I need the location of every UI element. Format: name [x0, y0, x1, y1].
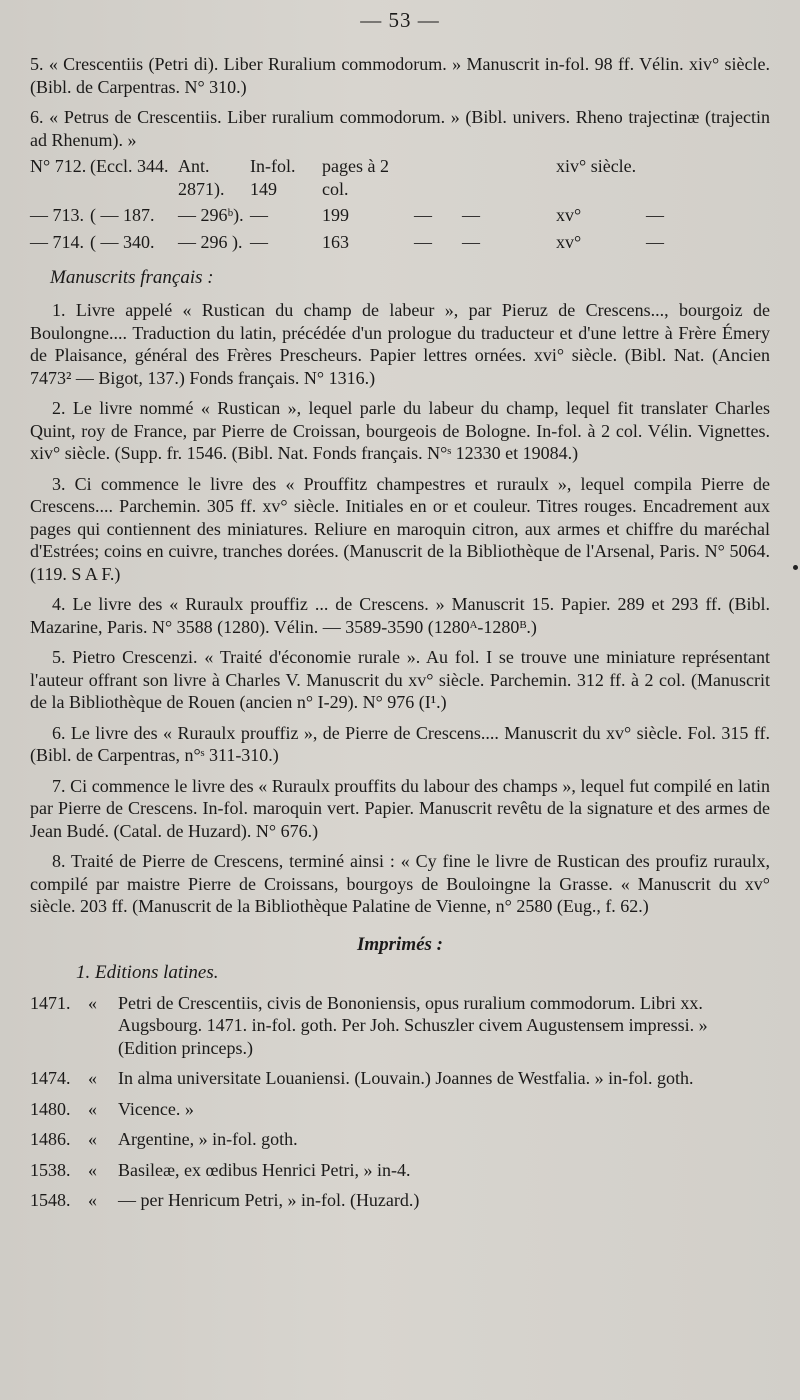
- rheno-manuscript-table: [30, 155, 770, 253]
- manuscript-cell: 163: [322, 231, 349, 252]
- manuscript-cell: — 296 ).: [178, 231, 243, 252]
- manuscript-cell: —: [462, 205, 480, 225]
- manuscript-cell: xv°: [556, 205, 582, 225]
- edition-text: In alma universitate Louaniensi. (Louvain.) Joannes de Westfalia. » in-fol. goth.: [118, 1068, 694, 1088]
- manuscript-row: [30, 231, 770, 254]
- manuscript-cell: In-fol. 149: [250, 156, 296, 199]
- edition-quote-mark: «: [88, 1098, 97, 1119]
- edition-text: Vicence. »: [118, 1098, 194, 1119]
- ink-speck: [793, 565, 798, 570]
- french-ms-entry: 8. Traité de Pierre de Crescens, terminé ainsi : « Cy fine le livre de Rustican des proufiz ruraulx, compilé par maistre Pierre de Croissans, bourgoys de Bouloingne la Grasse. « Manuscrit du xv° siècle. 203 ff. (Manuscrit de la Bibliothèque Palatine de Vienne, n° 2580 (Eug., f. 62.): [30, 851, 770, 916]
- manuscript-cell: [646, 155, 674, 200]
- manuscript-cell: — 714.: [30, 231, 84, 252]
- edition-quote-mark: «: [88, 992, 97, 1013]
- manuscript-cell: Ant. 2871).: [178, 156, 225, 199]
- manuscript-cell: —: [414, 231, 432, 252]
- french-manuscripts-list: [30, 299, 770, 918]
- manuscript-cell: [506, 204, 556, 227]
- edition-row: [30, 1189, 770, 1212]
- manuscript-cell: —: [462, 231, 480, 252]
- edition-year: 1480.: [30, 1098, 71, 1119]
- french-ms-entry: 5. Pietro Crescenzi. « Traité d'économie rurale ». Au fol. I se trouve une miniature représentant l'auteur offrant son livre à Charles V. Manuscrit du xv° siècle. Parchemin. 312 ff. à 2 col. (Manuscrit de la Bibliothèque de Rouen (ancien n° I-29). N° 976 (I¹.): [30, 647, 770, 712]
- manuscript-cell: —: [646, 205, 664, 225]
- french-ms-entry: 2. Le livre nommé « Rustican », lequel parle du labeur du champ, lequel fit translater Charles Quint, roy de France, par Pierre de Croissan, bourgeois de Bologne. In-fol. à 2 col. Vélin. Vignettes. xiv° siècle. (Supp. fr. 1546. (Bibl. Nat. Fonds français. N°ˢ 12330 et 19084.): [30, 398, 770, 463]
- edition-row: [30, 992, 770, 1060]
- manuscript-cell: 199: [322, 205, 349, 225]
- edition-row: [30, 1159, 770, 1182]
- manuscript-cell: xv°: [556, 231, 582, 252]
- edition-quote-mark: «: [88, 1068, 97, 1088]
- edition-year: 1548.: [30, 1190, 71, 1210]
- manuscript-cell: — 713.: [30, 205, 84, 225]
- manuscript-cell: ( — 187.: [90, 205, 155, 225]
- manuscript-cell: [414, 155, 462, 200]
- french-ms-entry: 4. Le livre des « Ruraulx prouffiz ... de Crescens. » Manuscrit 15. Papier. 289 et 293 ff. (Bibl. Mazarine, Paris. N° 3588 (1280). Vélin. — 3589-3590 (1280ᴬ-1280ᴮ.): [30, 594, 770, 637]
- edition-row: [30, 1128, 770, 1151]
- edition-year: 1471.: [30, 992, 71, 1013]
- manuscript-cell: —: [646, 231, 664, 252]
- edition-year: 1486.: [30, 1129, 71, 1149]
- manuscript-cell: — 296ᵇ).: [178, 205, 244, 225]
- edition-year: 1474.: [30, 1068, 71, 1088]
- edition-text: Argentine, » in-fol. goth.: [118, 1129, 298, 1149]
- edition-text: Basileæ, ex œdibus Henrici Petri, » in-4.: [118, 1159, 411, 1180]
- manuscript-cell: —: [250, 205, 268, 225]
- section-heading-french-manuscripts: Manuscrits français :: [50, 267, 214, 288]
- edition-quote-mark: «: [88, 1159, 97, 1180]
- edition-text: Petri de Crescentiis, civis de Bononiensis, opus ruralium commodorum. Libri xx. Augsbourg. 1471. in-fol. goth. Per Joh. Schuszler civem Augustensem impressi. » (Edition princeps.): [118, 992, 708, 1058]
- latin-ms-entry-6: 6. « Petrus de Crescentiis. Liber ruralium commodorum. » (Bibl. univers. Rheno trajectinæ (trajectin ad Rhenum). »: [30, 107, 770, 150]
- edition-quote-mark: «: [88, 1129, 97, 1149]
- manuscript-row: [30, 204, 770, 227]
- edition-text: — per Henricum Petri, » in-fol. (Huzard.): [118, 1190, 420, 1210]
- manuscript-cell: xiv° siècle.: [556, 156, 637, 176]
- french-ms-entry: 3. Ci commence le livre des « Prouffitz champestres et ruraulx », lequel compila Pierre de Crescens.... Parchemin. 305 ff. xv° siècle. Initiales en or et couleur. Titres rouges. Encadrement aux pages qui contiennent des miniatures. Reliure en maroquin citron, aux armes et chiffre du maréchal d'Estrées; coins en cuivre, tranches dorées. (Manuscrit de la Bibliothèque de l'Arsenal, Paris. N° 5064. (119. S A F.): [30, 473, 770, 584]
- manuscript-cell: —: [414, 205, 432, 225]
- manuscript-cell: pages à 2 col.: [322, 156, 389, 199]
- manuscript-cell: —: [250, 231, 268, 252]
- manuscript-cell: [462, 155, 506, 200]
- french-ms-entry: 6. Le livre des « Ruraulx prouffiz », de Pierre de Crescens.... Manuscrit du xv° siècle. Fol. 315 ff. (Bibl. de Carpentras, n°ˢ 311-310.): [30, 722, 770, 765]
- edition-row: [30, 1067, 770, 1090]
- latin-editions-list: [30, 992, 770, 1212]
- manuscript-cell: [506, 155, 556, 200]
- manuscript-cell: N° 712.: [30, 156, 87, 176]
- edition-year: 1538.: [30, 1159, 71, 1180]
- edition-quote-mark: «: [88, 1190, 97, 1210]
- edition-row: [30, 1098, 770, 1121]
- latin-ms-entry-5: 5. « Crescentiis (Petri di). Liber Ruralium commodorum. » Manuscrit in-fol. 98 ff. Vélin. xiv° siècle. (Bibl. de Carpentras. N° 310.): [30, 54, 770, 97]
- french-ms-entry: 7. Ci commence le livre des « Ruraulx prouffits du labour des champs », lequel fut compilé en latin par Pierre de Crescens. In-fol. maroquin vert. Papier. Manuscrit revêtu de la signature et des armes de Jean Budé. (Catal. de Huzard). N° 676.): [30, 775, 770, 841]
- manuscript-cell: (Eccl. 344.: [90, 156, 169, 176]
- manuscript-cell: ( — 340.: [90, 231, 155, 252]
- subsection-heading-latin-editions: 1. Editions latines.: [76, 961, 219, 983]
- section-heading-printed: Imprimés :: [356, 933, 444, 955]
- page-number: — 53 —: [360, 8, 440, 32]
- manuscript-cell: [506, 231, 556, 254]
- french-ms-entry: 1. Livre appelé « Rustican du champ de labeur », par Pieruz de Crescens..., bourgoiz de Boulongne.... Traduction du latin, précédée d'un prologue du traducteur et d'une lettre à Frère Émery de Plaisance, général des Frères Prescheurs. Papier lettres ornées. xvi° siècle. (Bibl. Nat. (Ancien 7473² — Bigot, 137.) Fonds français. N° 1316.): [30, 300, 770, 388]
- manuscript-row: [30, 155, 770, 200]
